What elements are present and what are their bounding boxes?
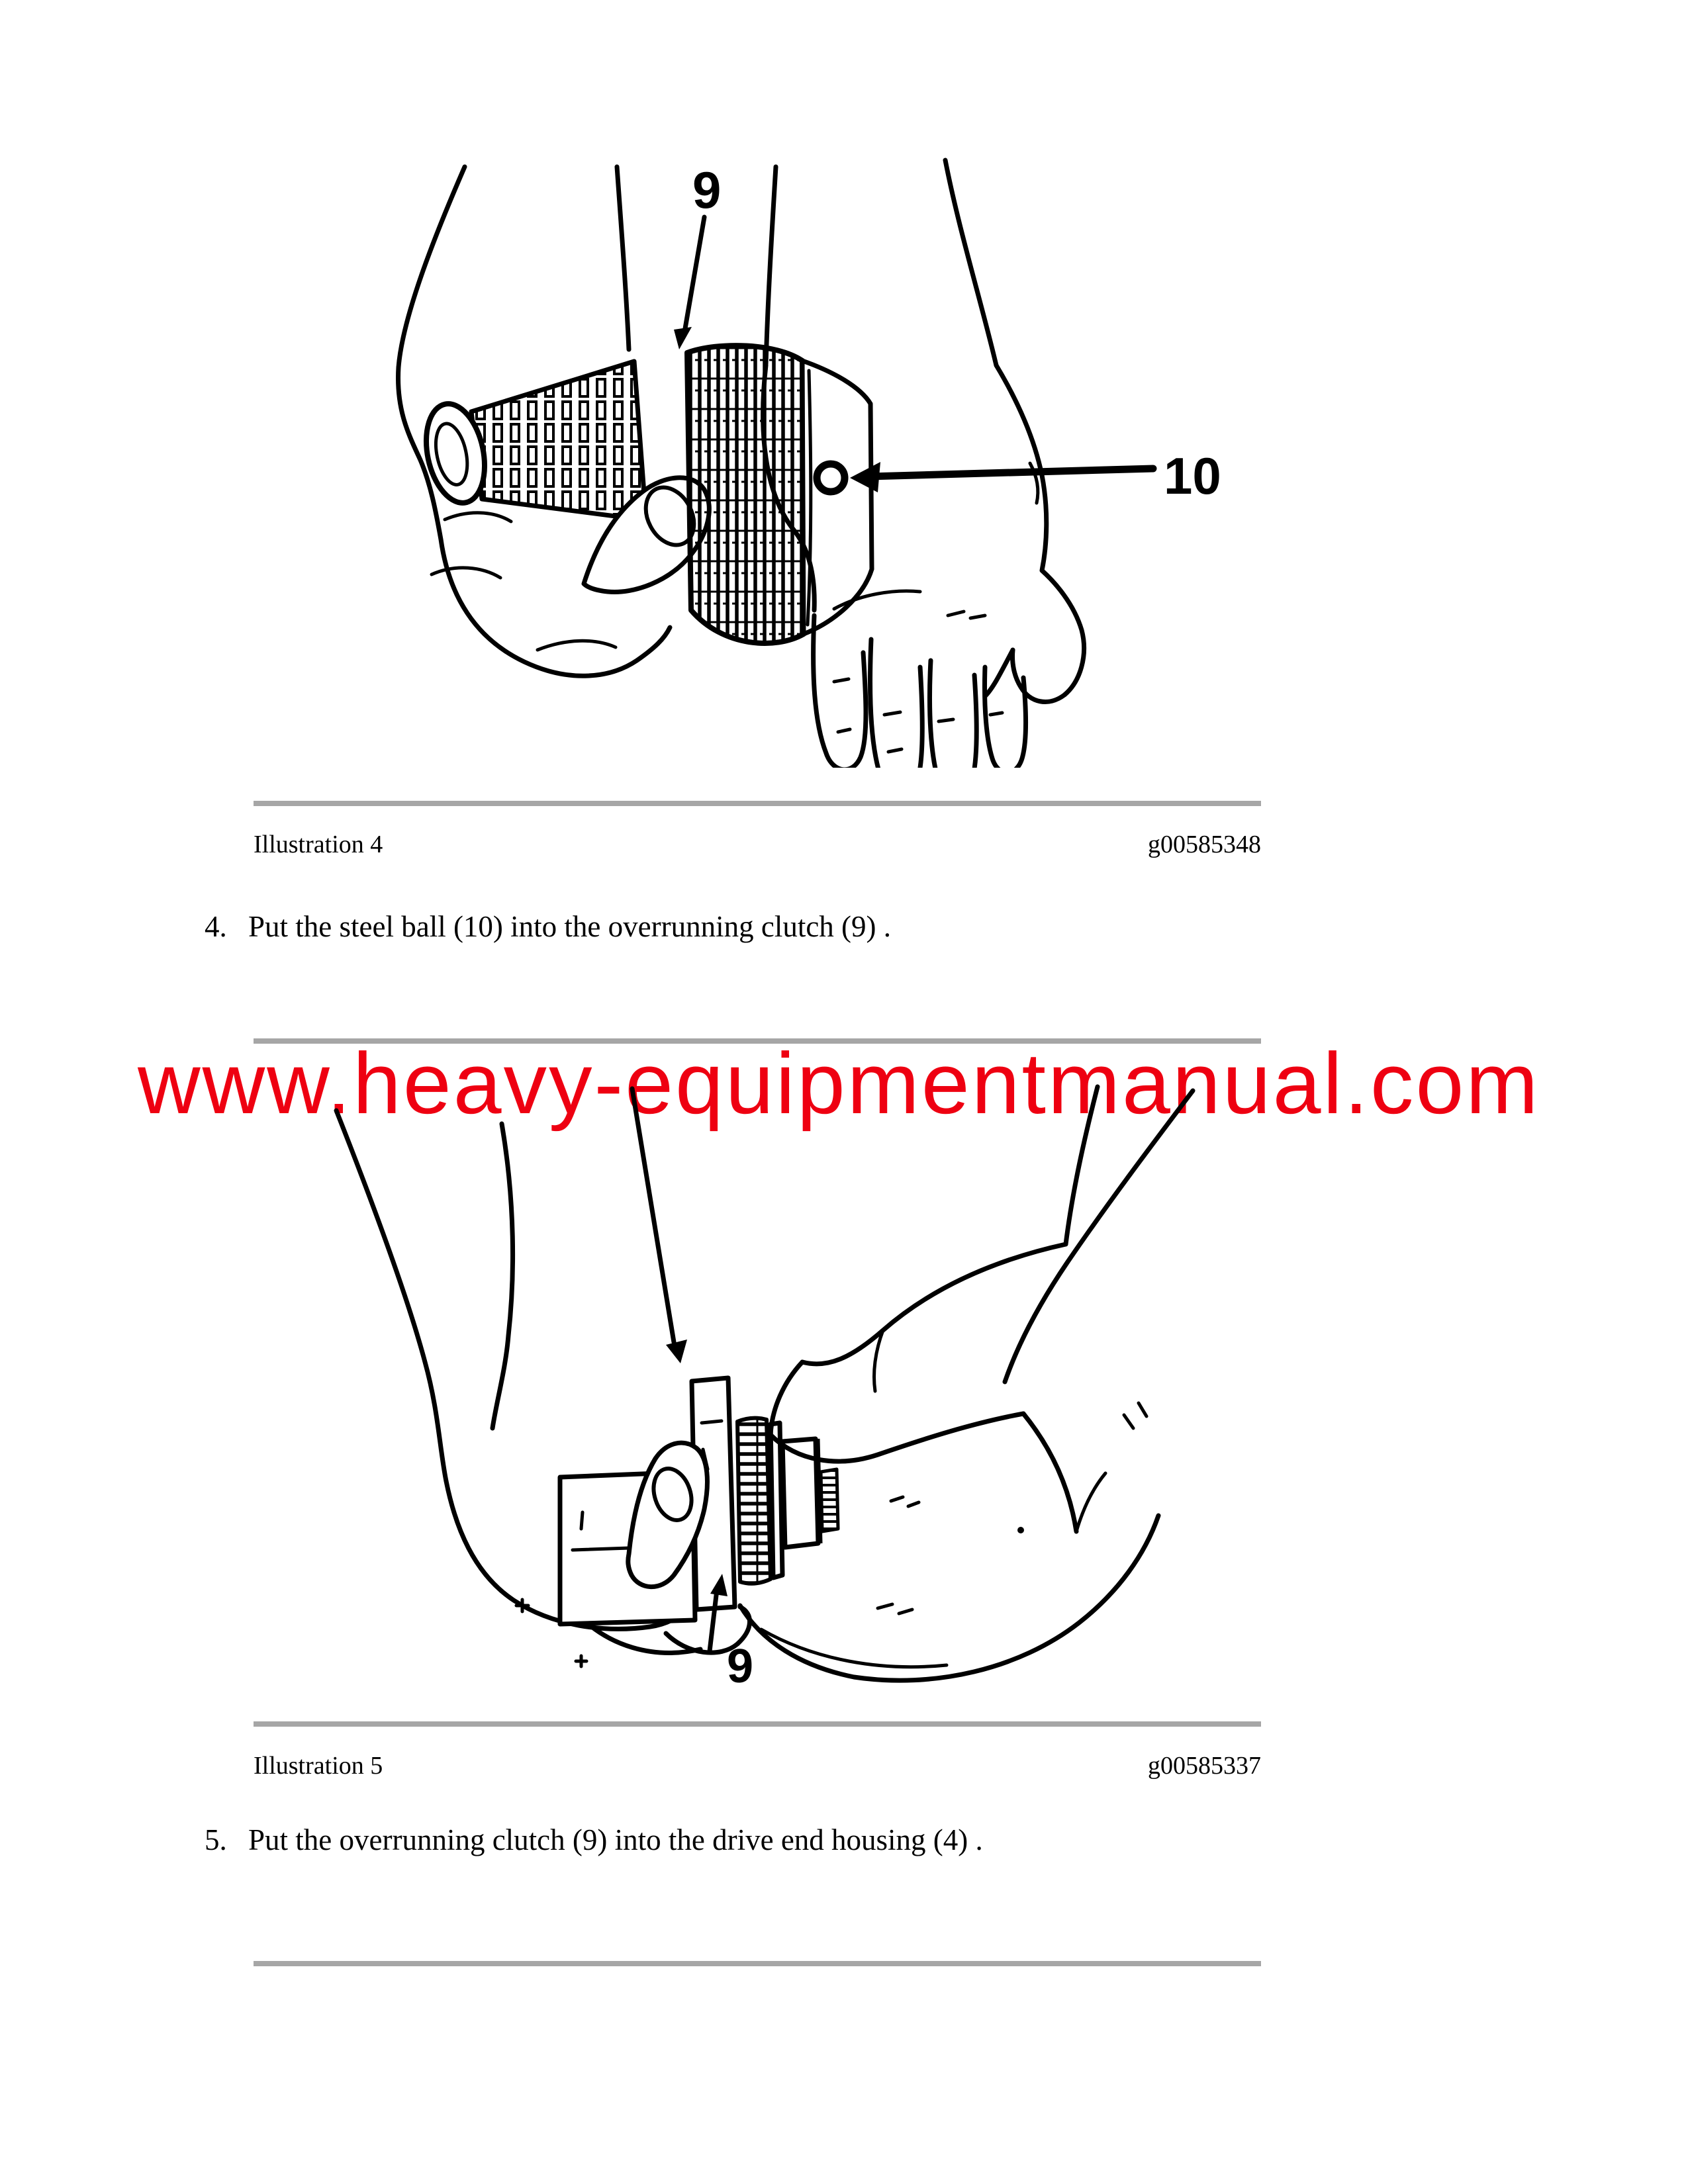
step-4 (205, 908, 1396, 945)
divider-line (254, 1961, 1261, 1966)
figure-code: g00585348 (1148, 831, 1261, 858)
step-text: Put the overrunning clutch (9) into the drive end housing (4) . (248, 1823, 983, 1856)
figure-caption: Illustration 5 (254, 1752, 383, 1780)
housing-pointer-arrow (632, 1089, 687, 1363)
divider-line (254, 801, 1261, 806)
illustration-5-drawing (298, 1052, 1264, 1688)
clutch-shaft (418, 361, 646, 520)
label-9-arrow (674, 161, 721, 349)
step-5 (205, 1821, 1396, 1858)
part-label-9: 9 (692, 161, 722, 219)
step-text: Put the steel ball (10) into the overrunning clutch (9) . (248, 910, 892, 943)
step-number: 5. (205, 1823, 227, 1856)
right-hand-gripping-clutch (740, 1087, 1193, 1680)
figure-caption: Illustration 4 (254, 831, 383, 858)
step-number: 4. (205, 910, 227, 943)
part-label-9: 9 (727, 1640, 754, 1688)
speck-dot (1017, 1527, 1024, 1533)
illustration-4-drawing (371, 152, 1271, 768)
part-label-10: 10 (1164, 447, 1221, 505)
figure-code: g00585337 (1148, 1752, 1261, 1780)
overrunning-clutch-gear (687, 345, 872, 643)
overrunning-clutch-in-housing (737, 1418, 838, 1584)
watermark-text: www.heavy-equipmentmanual.com (138, 1034, 1540, 1132)
steel-ball (817, 464, 845, 492)
divider-line (254, 1721, 1261, 1727)
